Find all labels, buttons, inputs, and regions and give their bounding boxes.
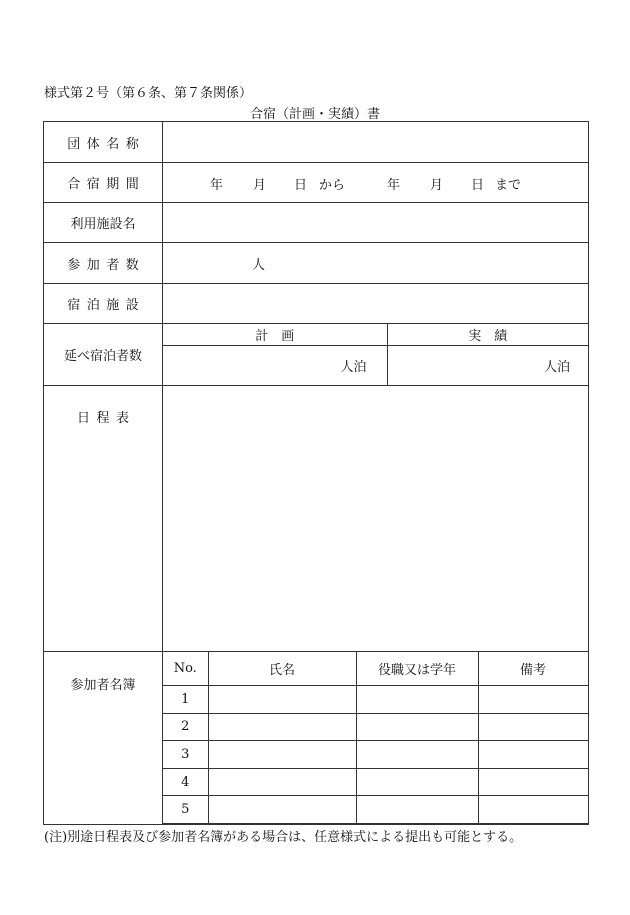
table-row [163, 741, 588, 769]
position-cell[interactable] [356, 741, 478, 769]
schedule-label: 日程表 [44, 386, 163, 652]
total-nights-label: 延べ宿泊者数 [44, 324, 163, 386]
remarks-cell[interactable] [478, 686, 588, 714]
roster-header-row [163, 652, 588, 686]
name-cell[interactable] [208, 768, 356, 796]
period-month-1: 月 [253, 178, 267, 193]
schedule-field[interactable] [163, 386, 589, 652]
period-until: まで [495, 178, 522, 193]
nights-actual-field[interactable] [387, 345, 588, 385]
facility-label: 利用施設名 [44, 203, 163, 243]
lodging-field[interactable] [163, 284, 589, 324]
row-number: 3 [163, 741, 208, 769]
name-cell[interactable] [208, 796, 356, 824]
nights-plan-field[interactable] [163, 345, 387, 385]
period-day-1: 日 [294, 178, 308, 193]
nights-plan-unit: 人泊 [340, 359, 367, 375]
roster-header-no: No. [163, 652, 208, 686]
training-period-row [44, 163, 589, 203]
remarks-cell[interactable] [478, 741, 588, 769]
remarks-cell[interactable] [478, 796, 588, 824]
table-row [163, 713, 588, 741]
total-nights-field [163, 324, 589, 386]
roster-header-remarks: 備考 [478, 652, 588, 686]
roster-label: 参加者名簿 [44, 652, 163, 825]
row-number: 1 [163, 686, 208, 714]
group-name-label: 団体名称 [44, 122, 163, 163]
row-number: 2 [163, 713, 208, 741]
participants-unit: 人 [252, 257, 266, 273]
period-year-1: 年 [210, 178, 224, 193]
schedule-row [44, 386, 589, 652]
facility-row [44, 203, 589, 243]
participants-label: 参加者数 [44, 243, 163, 284]
group-name-row [44, 122, 589, 163]
roster-header-name: 氏名 [208, 652, 356, 686]
position-cell[interactable] [356, 796, 478, 824]
group-name-field[interactable] [163, 122, 589, 163]
training-period-label: 合宿期間 [44, 163, 163, 203]
roster-table [163, 652, 589, 824]
roster-header-position: 役職又は学年 [356, 652, 478, 686]
nights-actual-unit: 人泊 [543, 359, 570, 375]
period-month-2: 月 [430, 178, 444, 193]
lodging-label: 宿泊施設 [44, 284, 163, 324]
position-cell[interactable] [356, 713, 478, 741]
training-period-field[interactable] [163, 163, 589, 203]
application-form-table [43, 121, 589, 825]
table-row [163, 686, 588, 714]
roster-row [44, 652, 589, 825]
roster-field [163, 652, 589, 825]
period-year-2: 年 [387, 178, 401, 193]
period-from: から [319, 178, 346, 193]
row-number: 5 [163, 796, 208, 824]
form-number: 様式第２号（第６条、第７条関係） [44, 86, 253, 101]
footnote: (注)別途日程表及び参加者名簿がある場合は、任意様式による提出も可能とする。 [44, 830, 523, 845]
facility-field[interactable] [163, 203, 589, 243]
remarks-cell[interactable] [478, 713, 588, 741]
table-row [163, 796, 588, 824]
row-number: 4 [163, 768, 208, 796]
document-title: 合宿（計画・実績）書 [249, 107, 380, 122]
nights-plan-header: 計 画 [163, 324, 387, 345]
name-cell[interactable] [208, 741, 356, 769]
lodging-row [44, 284, 589, 324]
nights-actual-header: 実 績 [387, 324, 588, 345]
nights-subtable [163, 324, 588, 385]
name-cell[interactable] [208, 686, 356, 714]
name-cell[interactable] [208, 713, 356, 741]
participants-row [44, 243, 589, 284]
period-day-2: 日 [471, 178, 485, 193]
position-cell[interactable] [356, 768, 478, 796]
position-cell[interactable] [356, 686, 478, 714]
remarks-cell[interactable] [478, 768, 588, 796]
participants-field[interactable] [163, 243, 589, 284]
table-row [163, 768, 588, 796]
total-nights-row [44, 324, 589, 386]
